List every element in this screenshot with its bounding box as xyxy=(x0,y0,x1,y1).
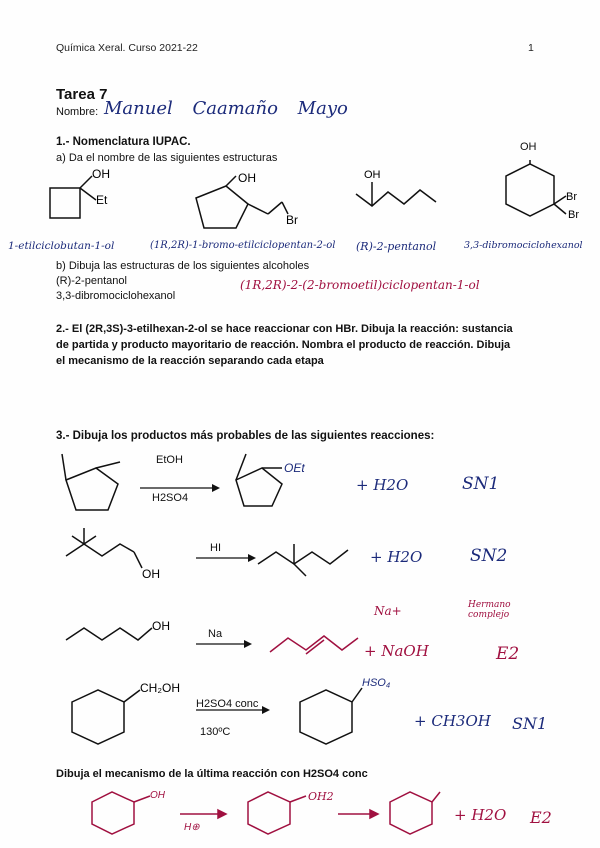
section1-structures xyxy=(0,160,600,240)
answer-2: (1R,2R)-1-bromo-etilciclopentan-2-ol xyxy=(150,240,336,251)
svg-text:OH: OH xyxy=(150,790,165,801)
r2-plus: + H2O xyxy=(370,548,423,566)
mech-plus: + H2O xyxy=(454,806,507,824)
r1-reagent-top: EtOH xyxy=(156,454,183,466)
r3-plus: + NaOH xyxy=(364,642,429,660)
mechanism-drawing xyxy=(0,782,600,848)
dibromocyclohexanol-structure xyxy=(506,160,566,216)
r1-reagent-bottom: H2SO4 xyxy=(152,492,189,504)
section2-line1: 2.- El (2R,3S)-3-etilhexan-2-ol se hace reaccionar con HBr. Dibuja la reacción: sustancia xyxy=(56,323,513,335)
r3-mechanism: E2 xyxy=(496,644,520,664)
br1-label: Br xyxy=(566,191,577,203)
oet-label: OEt xyxy=(284,461,305,475)
r3-product-note: Na+ xyxy=(374,604,402,618)
section1-heading: 1.- Nomenclatura IUPAC. xyxy=(56,136,191,148)
answer-3: (R)-2-pentanol xyxy=(356,240,437,253)
reaction3-reactant xyxy=(66,628,152,640)
r3-reagent-top: Na xyxy=(208,628,223,640)
assignment-title: Tarea 7 xyxy=(56,86,108,103)
oh-label: OH xyxy=(92,167,110,181)
cyclobutanol-structure xyxy=(50,176,96,218)
mech-label: E2 xyxy=(530,808,552,827)
svg-text:H⊕: H⊕ xyxy=(184,822,200,833)
student-name: Manuel Caamaño Mayo xyxy=(104,98,348,119)
reaction4-product xyxy=(300,688,362,744)
mechanism-prompt: Dibuja el mecanismo de la última reacción con H2SO4 conc xyxy=(56,768,368,780)
section3-heading: 3.- Dibuja los productos más probables de las siguientes reacciones: xyxy=(56,430,435,442)
r2-reagent-top: HI xyxy=(210,542,221,554)
r4-mechanism: SN1 xyxy=(512,714,548,733)
section1-part-b: b) Dibuja las estructuras de los siguientes alcoholes xyxy=(56,260,310,272)
reaction3-product xyxy=(270,636,358,654)
oh2-label: OH xyxy=(238,171,256,185)
br2-label: Br xyxy=(568,209,579,221)
ch2oh-label: CH₂OH xyxy=(140,681,180,695)
part-b-item-1: (R)-2-pentanol xyxy=(56,275,127,287)
br-label: Br xyxy=(286,213,298,227)
reaction2-product xyxy=(258,544,348,576)
oh5-label: OH xyxy=(142,567,160,581)
reaction4-reactant xyxy=(72,690,140,744)
r4-plus: + CH3OH xyxy=(414,712,491,730)
r3-annotation: Hermano complejo xyxy=(468,600,511,620)
reaction1-product xyxy=(236,454,282,506)
reaction2-reactant xyxy=(66,528,142,568)
oh4-label: OH xyxy=(520,141,537,153)
r4-reagent-top: H2SO4 conc xyxy=(196,698,259,710)
oh6-label: OH xyxy=(152,619,170,633)
section2-line3: el mecanismo de la reacción separando cada etapa xyxy=(56,355,324,367)
section1-part-a: a) Da el nombre de las siguientes estructuras xyxy=(56,152,278,164)
answer-1: 1-etilciclobutan-1-ol xyxy=(8,240,115,252)
oh3-label: OH xyxy=(364,169,381,181)
section2-line2: de partida y producto mayoritario de reacción. Nombra el producto de reacción. Dibuja xyxy=(56,339,511,351)
r1-plus: + H2O xyxy=(356,476,409,494)
r4-reagent-bottom: 130ºC xyxy=(200,726,231,738)
name-label: Nombre: xyxy=(56,106,99,118)
reaction1-reactant xyxy=(62,454,120,510)
mech-note: OH2 xyxy=(308,790,334,803)
page-number: 1 xyxy=(528,42,534,54)
part-b-item-2: 3,3-dibromociclohexanol xyxy=(56,290,176,302)
correction-note: (1R,2R)-2-(2-bromoetil)ciclopentan-1-ol xyxy=(240,278,480,292)
r1-mechanism: SN1 xyxy=(462,474,500,494)
et-label: Et xyxy=(96,193,108,207)
course-header: Química Xeral. Curso 2021-22 xyxy=(56,42,198,54)
answer-4: 3,3-dibromociclohexanol xyxy=(464,240,583,251)
pentanol-structure xyxy=(356,182,436,206)
r2-mechanism: SN2 xyxy=(470,546,508,566)
hso4-label: HSO₄ xyxy=(362,677,391,689)
